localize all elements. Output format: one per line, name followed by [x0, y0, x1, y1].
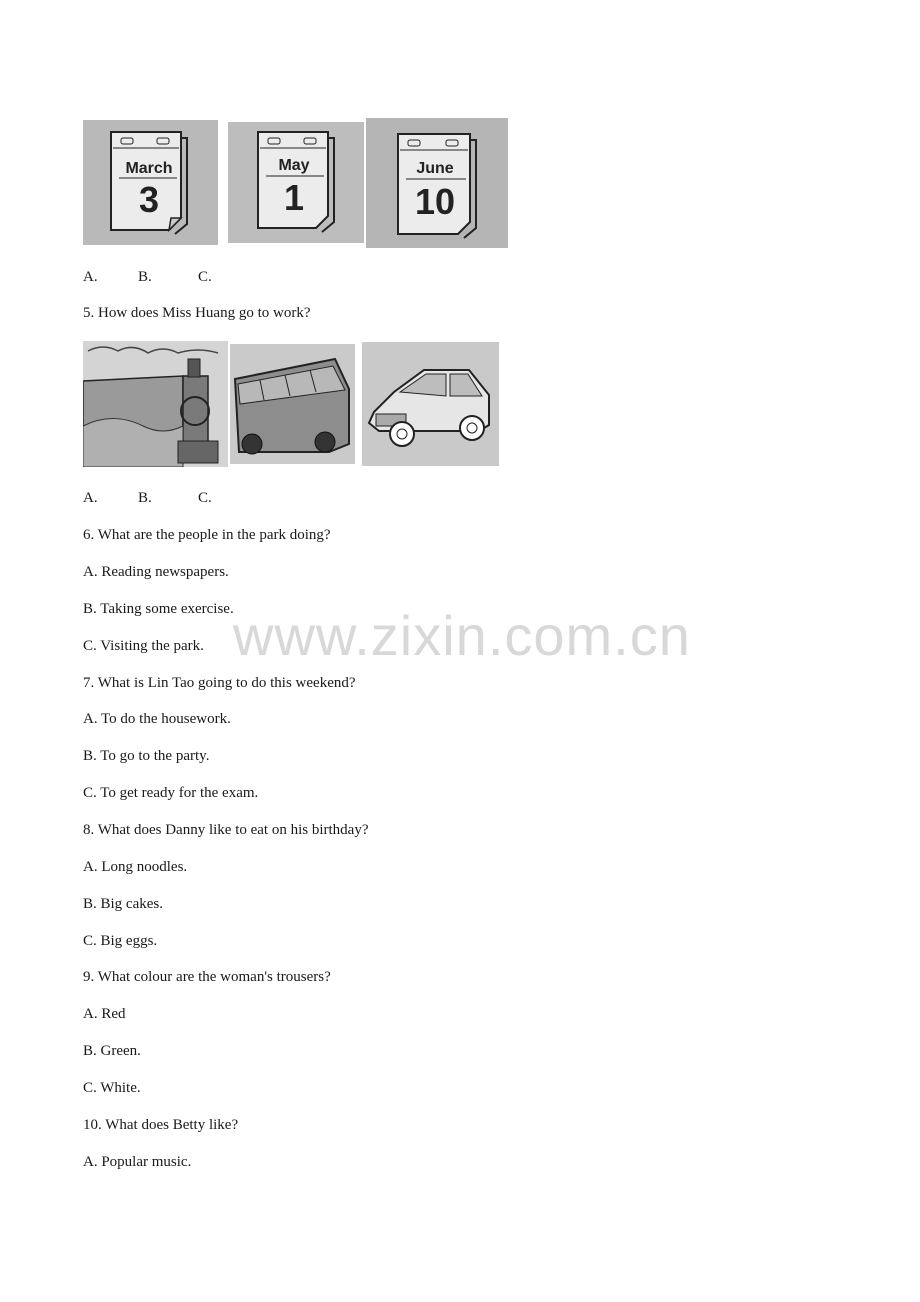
calendar-may-image: [228, 122, 364, 243]
question-5: 5. How does Miss Huang go to work?: [83, 305, 311, 321]
question-6-option-c: C. Visiting the park.: [83, 638, 204, 654]
calendar-month-c: June: [416, 160, 454, 177]
question-9-option-c: C. White.: [83, 1080, 141, 1096]
calendar-june-image: [366, 118, 508, 248]
question-8-option-c: C. Big eggs.: [83, 933, 158, 949]
calendar-day-c: 10: [414, 181, 456, 222]
option-b: B.: [138, 490, 152, 506]
question-10: 10. What does Betty like?: [83, 1117, 239, 1133]
question-7: 7. What is Lin Tao going to do this weekend?: [83, 675, 356, 691]
question-6: 6. What are the people in the park doing?: [83, 527, 331, 543]
question-6-option-a: A. Reading newspapers.: [83, 564, 229, 580]
option-a: A.: [83, 269, 98, 285]
train-icon: [83, 341, 228, 467]
question-8-option-b: B. Big cakes.: [83, 896, 163, 912]
question-9-option-a: A. Red: [83, 1006, 126, 1022]
calendar-day-a: 3: [138, 179, 160, 220]
car-icon: [362, 342, 499, 466]
question-7-option-c: C. To get ready for the exam.: [83, 785, 259, 801]
question-8-option-a: A. Long noodles.: [83, 859, 188, 875]
option-row-2: [83, 489, 212, 507]
question-7-option-b: B. To go to the party.: [83, 748, 210, 764]
question-9: 9. What colour are the woman's trousers?: [83, 969, 331, 985]
calendar-month-a: March: [125, 160, 173, 177]
question-6-option-b: B. Taking some exercise.: [83, 601, 234, 617]
bus-icon: [230, 344, 355, 464]
option-row-1: [83, 268, 212, 286]
calendar-day-b: 1: [283, 177, 305, 218]
calendar-month-b: May: [278, 157, 310, 174]
question-9-option-b: B. Green.: [83, 1043, 141, 1059]
option-c: C.: [198, 490, 212, 506]
option-b: B.: [138, 269, 152, 285]
calendar-march-image: [83, 120, 218, 245]
question-10-option-a: A. Popular music.: [83, 1154, 192, 1170]
question-8: 8. What does Danny like to eat on his birthday?: [83, 822, 369, 838]
option-c: C.: [198, 269, 212, 285]
option-a: A.: [83, 490, 98, 506]
question-7-option-a: A. To do the housework.: [83, 711, 231, 727]
watermark: www.zixin.com.cn: [233, 604, 691, 667]
